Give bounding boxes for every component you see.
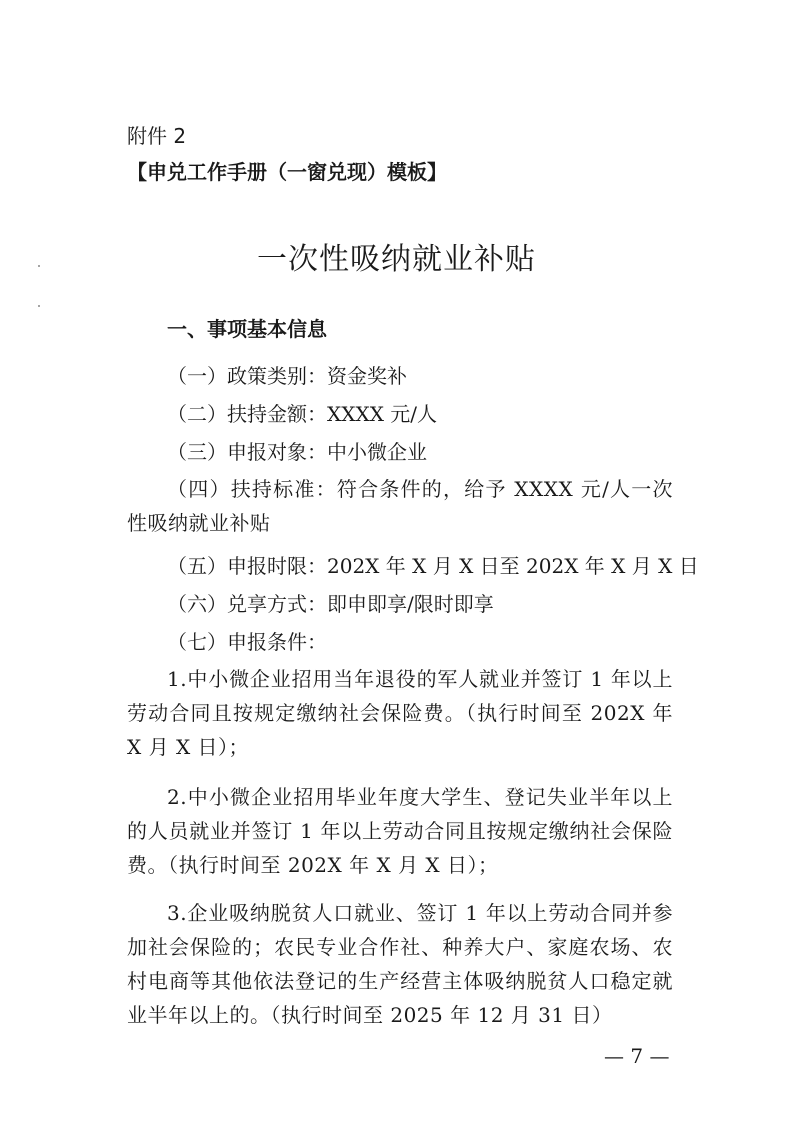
applicant-item: （三）申报对象：中小微企业 (167, 440, 427, 464)
method-item: （六）兑享方式：即申即享/限时即享 (167, 592, 494, 616)
policy-type-item: （一）政策类别：资金奖补 (167, 364, 407, 388)
deadline-item: （五）申报时限：202X 年 X 月 X 日至 202X 年 X 月 X 日 (167, 554, 699, 578)
section-heading: 一、事项基本信息 (167, 317, 327, 341)
standard-item: （四）扶持标准：符合条件的，给予 XXXX 元/人一次性吸纳就业补贴 (127, 477, 673, 535)
template-label: 【申兑工作手册（一窗兑现）模板】 (127, 160, 447, 184)
scan-mark (38, 305, 40, 307)
support-amount-item: （二）扶持金额：XXXX 元/人 (167, 402, 438, 426)
conditions-heading: （七）申报条件： (167, 630, 327, 654)
document-title: 一次性吸纳就业补贴 (257, 242, 536, 277)
attachment-label: 附件 2 (127, 124, 187, 148)
condition-item-2: 2.中小微企业招用毕业年度大学生、登记失业半年以上的人员就业并签订 1 年以上劳动合同且按规定缴纳社会保险费。（执行时间至 202X 年 X 月 X 日）； (127, 785, 673, 877)
condition-item-3: 3.企业吸纳脱贫人口就业、签订 1 年以上劳动合同并参加社会保险的；农民专业合作社、种养大户、家庭农场、农村电商等其他依法登记的生产经营主体吸纳脱贫人口稳定就业半年以上的。（执行时间至 2025 年 12 月 31 日） (127, 901, 673, 1027)
condition-item-1: 1.中小微企业招用当年退役的军人就业并签订 1 年以上劳动合同且按规定缴纳社会保险费。（执行时间至 202X 年 X 月 X 日）； (127, 667, 673, 759)
page-number: — 7 — (604, 1044, 670, 1068)
